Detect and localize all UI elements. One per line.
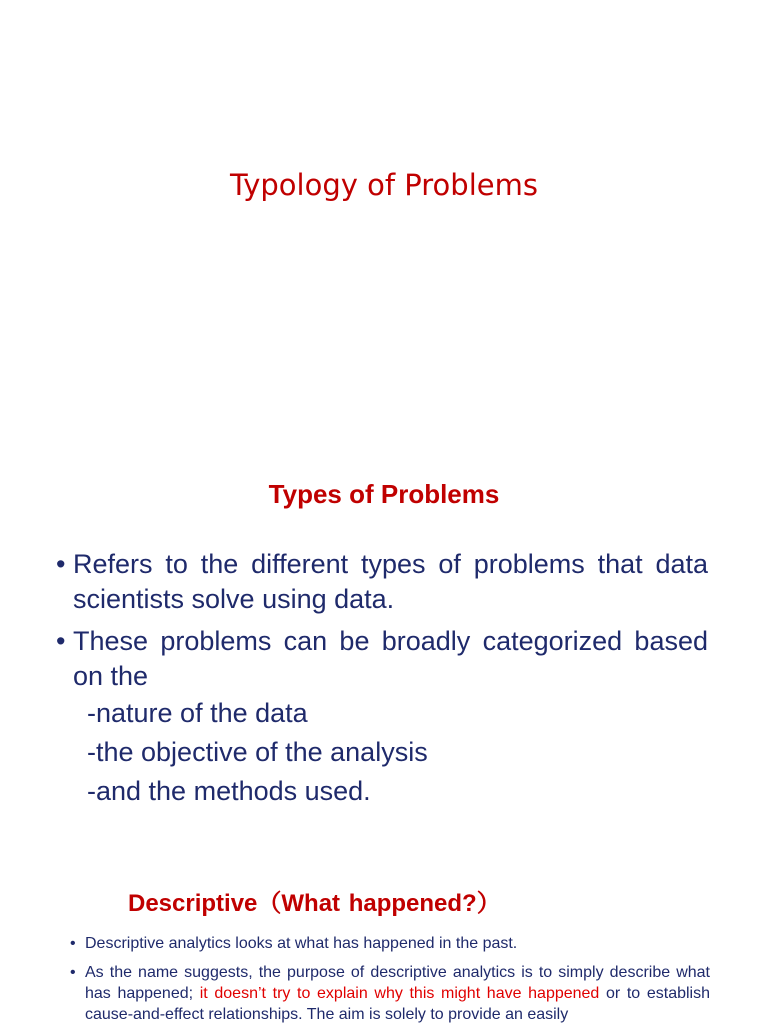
highlighted-text: it doesn’t try to explain why this might have happened xyxy=(199,985,600,1002)
bullet-text: These problems can be broadly categorized based on the xyxy=(73,626,708,691)
list-item xyxy=(56,624,708,809)
bullet-text xyxy=(85,964,710,1023)
descriptive-heading: Descriptive（What happened?） xyxy=(128,890,501,917)
bullet-text-part: or to establish cause-and-effect relationships. The aim is solely to provide an easily xyxy=(85,985,711,1023)
sub-list-item: -and the methods used. xyxy=(87,776,371,806)
sub-list-item: -nature of the data xyxy=(87,698,308,728)
bullet-text: Refers to the different types of problems that data scientists solve using data. xyxy=(73,549,708,614)
list-item xyxy=(56,547,708,617)
bullet-icon: • xyxy=(56,626,66,656)
types-bullet-list xyxy=(56,547,708,816)
bullet-text-part: As the name suggests, the purpose of descriptive analytics is to simply describe what has happened; xyxy=(85,964,710,1002)
bullet-icon: • xyxy=(70,935,76,952)
list-item xyxy=(70,962,710,1024)
sub-point-list xyxy=(73,696,708,809)
types-heading: Types of Problems xyxy=(268,479,500,509)
sub-list-item: -the objective of the analysis xyxy=(87,737,428,767)
bullet-text: Descriptive analytics looks at what has happened in the past. xyxy=(85,935,518,952)
descriptive-bullet-list xyxy=(70,933,710,1024)
slide-title: Typology of Problems xyxy=(230,168,538,202)
bullet-icon: • xyxy=(56,549,66,579)
bullet-icon: • xyxy=(70,964,76,981)
list-item xyxy=(70,933,710,954)
